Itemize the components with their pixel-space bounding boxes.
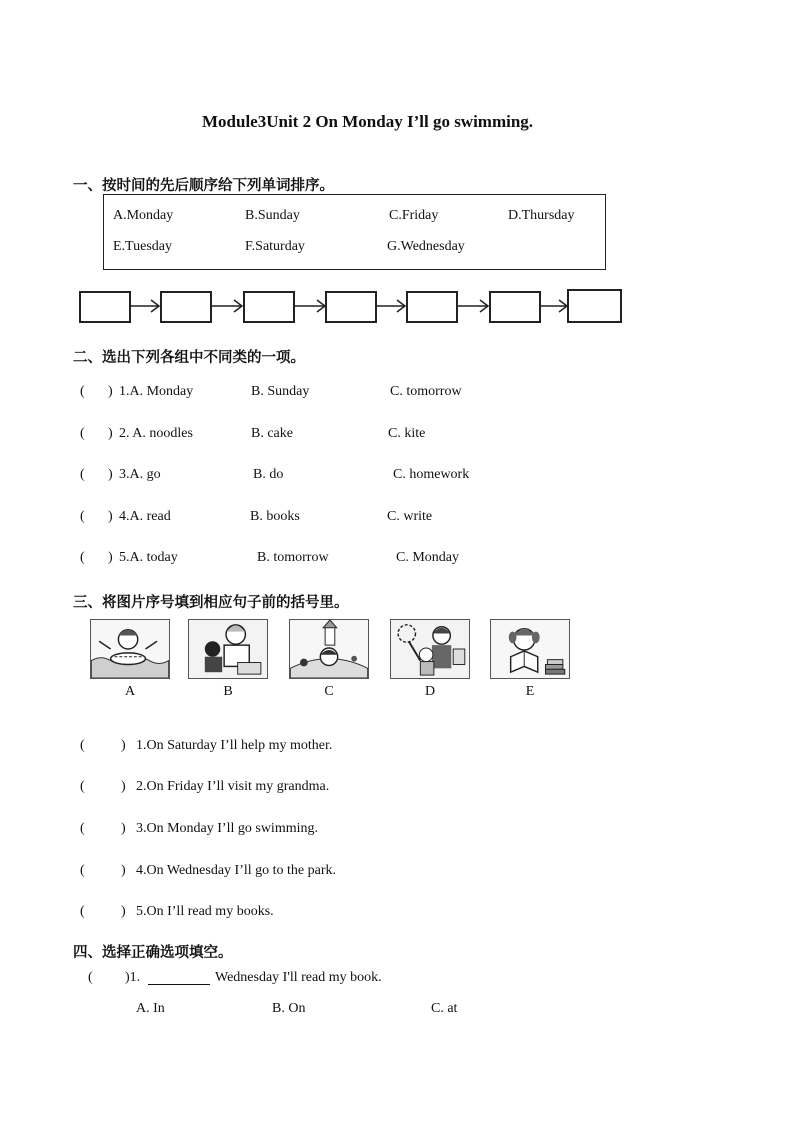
picture-b-grandma [188,619,268,679]
word-c: C.Friday [389,208,439,223]
word-a: A.Monday [113,208,174,223]
option-c: C. kite [388,426,426,441]
word-d: D.Thursday [508,208,575,223]
option-a: 3.A. go [119,467,161,482]
picture-label-d: D [424,684,436,699]
fill-blank[interactable] [148,972,210,990]
arrow-right-icon [212,298,244,314]
answer-paren-open[interactable]: ( [80,779,85,794]
option-b: B. do [253,467,284,482]
option-c: C. Monday [396,550,459,565]
picture-label-a: A [124,684,136,699]
word-g: G.Wednesday [387,239,465,254]
order-box-1[interactable] [79,291,131,323]
option-c: C. write [387,509,433,524]
option-a: A. In [136,1001,165,1016]
sentence: 3.On Monday I’ll go swimming. [136,821,318,836]
order-box-3[interactable] [243,291,295,323]
option-c: C. homework [393,467,470,482]
answer-paren-open[interactable]: ( [80,738,85,753]
option-b: B. tomorrow [257,550,329,565]
option-b: B. books [250,509,300,524]
question-text: Wednesday I'll read my book. [215,970,382,985]
answer-paren-open[interactable]: ( [80,426,85,441]
arrow-right-icon [377,298,407,314]
answer-paren-open[interactable]: ( [80,821,85,836]
option-a: 5.A. today [119,550,178,565]
answer-paren-open[interactable]: ( [80,863,85,878]
answer-paren-close: ) [121,863,126,878]
sentence: 5.On I’ll read my books. [136,904,274,919]
answer-paren-close: ) [108,550,113,565]
option-c: C. at [431,1001,458,1016]
question-number: )1. [125,970,141,985]
arrow-right-icon [541,298,569,314]
option-b: B. On [272,1001,306,1016]
option-a: 2. A. noodles [119,426,193,441]
picture-label-e: E [525,684,535,699]
word-f: F.Saturday [245,239,305,254]
picture-label-c: C [324,684,334,699]
section1-heading: 一、按时间的先后顺序给下列单词排序。 [73,178,334,194]
order-box-5[interactable] [406,291,458,323]
option-c: C. tomorrow [390,384,462,399]
option-a: 1.A. Monday [119,384,194,399]
answer-paren-close: ) [108,384,113,399]
answer-paren-open[interactable]: ( [80,384,85,399]
section2-heading: 二、选出下列各组中不同类的一项。 [73,350,305,366]
picture-a-swimming [90,619,170,679]
arrow-right-icon [458,298,490,314]
picture-d-help-mother [390,619,470,679]
order-box-2[interactable] [160,291,212,323]
picture-c-park [289,619,369,679]
answer-paren-close: ) [108,467,113,482]
word-bank-box [103,194,606,270]
answer-paren-close: ) [121,779,126,794]
word-b: B.Sunday [245,208,300,223]
answer-paren-open[interactable]: ( [80,550,85,565]
section3-heading: 三、将图片序号填到相应句子前的括号里。 [73,595,349,611]
sentence: 4.On Wednesday I’ll go to the park. [136,863,337,878]
arrow-right-icon [131,298,161,314]
sentence: 1.On Saturday I’ll help my mother. [136,738,333,753]
answer-paren-open[interactable]: ( [88,970,93,985]
answer-paren-open[interactable]: ( [80,467,85,482]
section4-heading: 四、选择正确选项填空。 [73,945,233,961]
option-a: 4.A. read [119,509,171,524]
order-box-4[interactable] [325,291,377,323]
option-b: B. cake [251,426,293,441]
arrow-right-icon [295,298,327,314]
sentence: 2.On Friday I’ll visit my grandma. [136,779,330,794]
order-box-7[interactable] [567,289,622,323]
answer-paren-close: ) [121,738,126,753]
page-title: Module3Unit 2 On Monday I’ll go swimming. [202,112,534,131]
answer-paren-close: ) [108,426,113,441]
picture-label-b: B [223,684,233,699]
answer-paren-open[interactable]: ( [80,904,85,919]
answer-paren-open[interactable]: ( [80,509,85,524]
option-b: B. Sunday [251,384,310,399]
answer-paren-close: ) [121,904,126,919]
picture-e-reading [490,619,570,679]
word-e: E.Tuesday [113,239,172,254]
answer-paren-close: ) [121,821,126,836]
answer-paren-close: ) [108,509,113,524]
order-box-6[interactable] [489,291,541,323]
